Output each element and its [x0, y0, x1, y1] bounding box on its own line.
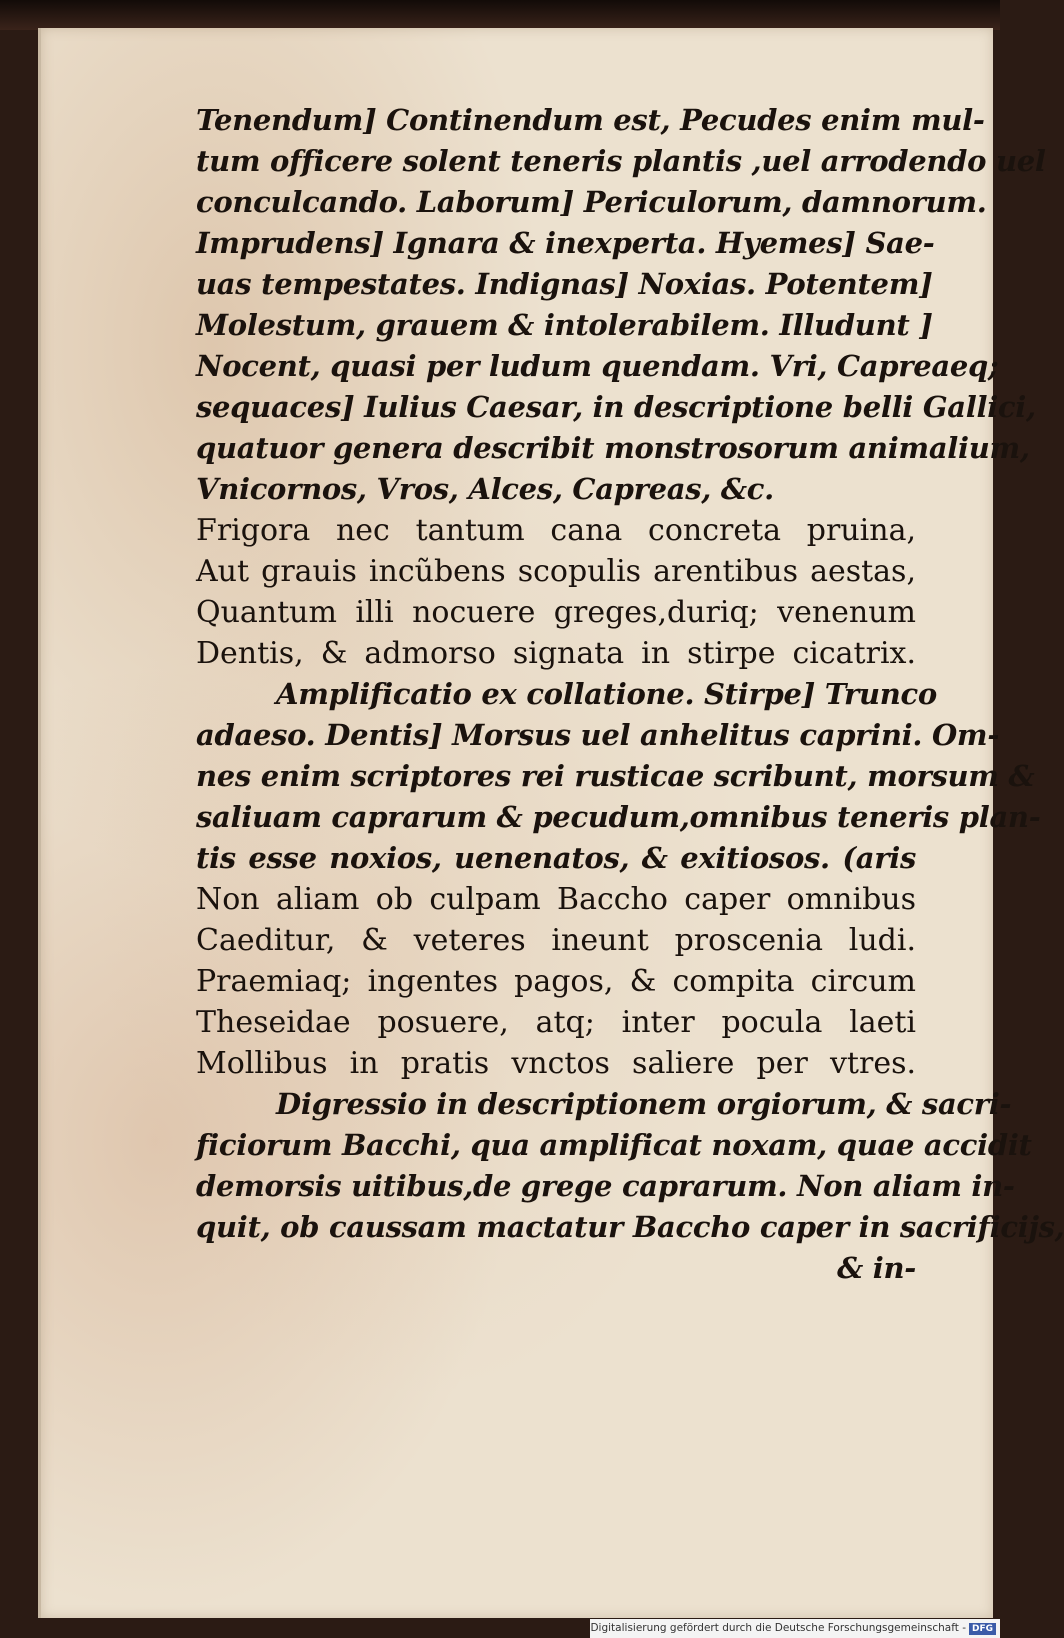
- text-line: Vnicornos, Vros, Alces, Capreas, &c.: [196, 472, 774, 506]
- dfg-logo: DFG: [969, 1623, 996, 1635]
- text-line: Digressio in descriptionem orgiorum, & sacri-: [276, 1087, 1012, 1121]
- verse-line: Mollibus in pratis vnctos saliere per vtres.: [196, 1046, 916, 1081]
- verse-line: Praemiaq; ingentes pagos, & compita circum: [196, 964, 916, 999]
- page-text-block: [196, 100, 1064, 1289]
- scan-frame: [0, 0, 1000, 30]
- catchword: & in-: [837, 1251, 916, 1285]
- verse-line: Theseidae posuere, atq; inter pocula laeti: [196, 1005, 916, 1040]
- text-line: tis esse noxios, uenenatos, & exitiosos. (aris: [196, 841, 916, 875]
- text-line: nes enim scriptores rei rusticae scribunt, morsum &: [196, 759, 1035, 793]
- text-line: Molestum, grauem & intolerabilem. Illudunt ]: [196, 308, 933, 342]
- text-line: quit, ob caussam mactatur Baccho caper in sacrificijs,: [196, 1210, 1064, 1244]
- text-line: Tenendum] Continendum est, Pecudes enim mul-: [196, 103, 985, 137]
- text-line: sequaces] Iulius Caesar, in descriptione belli Gallici,: [196, 390, 1036, 424]
- verse-line: Aut grauis incũbens scopulis arentibus aestas,: [196, 554, 916, 589]
- digitization-footer: [590, 1619, 1000, 1638]
- verse-line: Caeditur, & veteres ineunt proscenia ludi.: [196, 923, 916, 958]
- text-line: ficiorum Bacchi, qua amplificat noxam, quae accidit: [196, 1128, 1032, 1162]
- text-line: uas tempestates. Indignas] Noxias. Potentem]: [196, 267, 933, 301]
- text-line: conculcando. Laborum] Periculorum, damnorum.: [196, 185, 987, 219]
- text-line: demorsis uitibus,de grege caprarum. Non aliam in-: [196, 1169, 1015, 1203]
- text-line: Nocent, quasi per ludum quendam. Vri, Capreaeq;: [196, 349, 999, 383]
- text-line: Amplificatio ex collatione. Stirpe] Trunco: [276, 677, 937, 711]
- verse-line: Dentis, & admorso signata in stirpe cicatrix.: [196, 636, 916, 671]
- verse-line: Non aliam ob culpam Baccho caper omnibus: [196, 882, 916, 917]
- footer-text: Digitalisierung gefördert durch die Deutsche Forschungsgemeinschaft -: [590, 1622, 966, 1634]
- text-line: tum officere solent teneris plantis ,uel arrodendo uel: [196, 144, 1046, 178]
- text-line: quatuor genera describit monstrosorum animalium,: [196, 431, 1030, 465]
- verse-line: Frigora nec tantum cana concreta pruina,: [196, 513, 916, 548]
- verse-line: Quantum illi nocuere greges,duriq; venenum: [196, 595, 916, 630]
- text-line: saliuam caprarum & pecudum,omnibus teneris plan-: [196, 800, 1041, 834]
- text-line: adaeso. Dentis] Morsus uel anhelitus caprini. Om-: [196, 718, 1000, 752]
- text-line: Imprudens] Ignara & inexperta. Hyemes] Sae-: [196, 226, 935, 260]
